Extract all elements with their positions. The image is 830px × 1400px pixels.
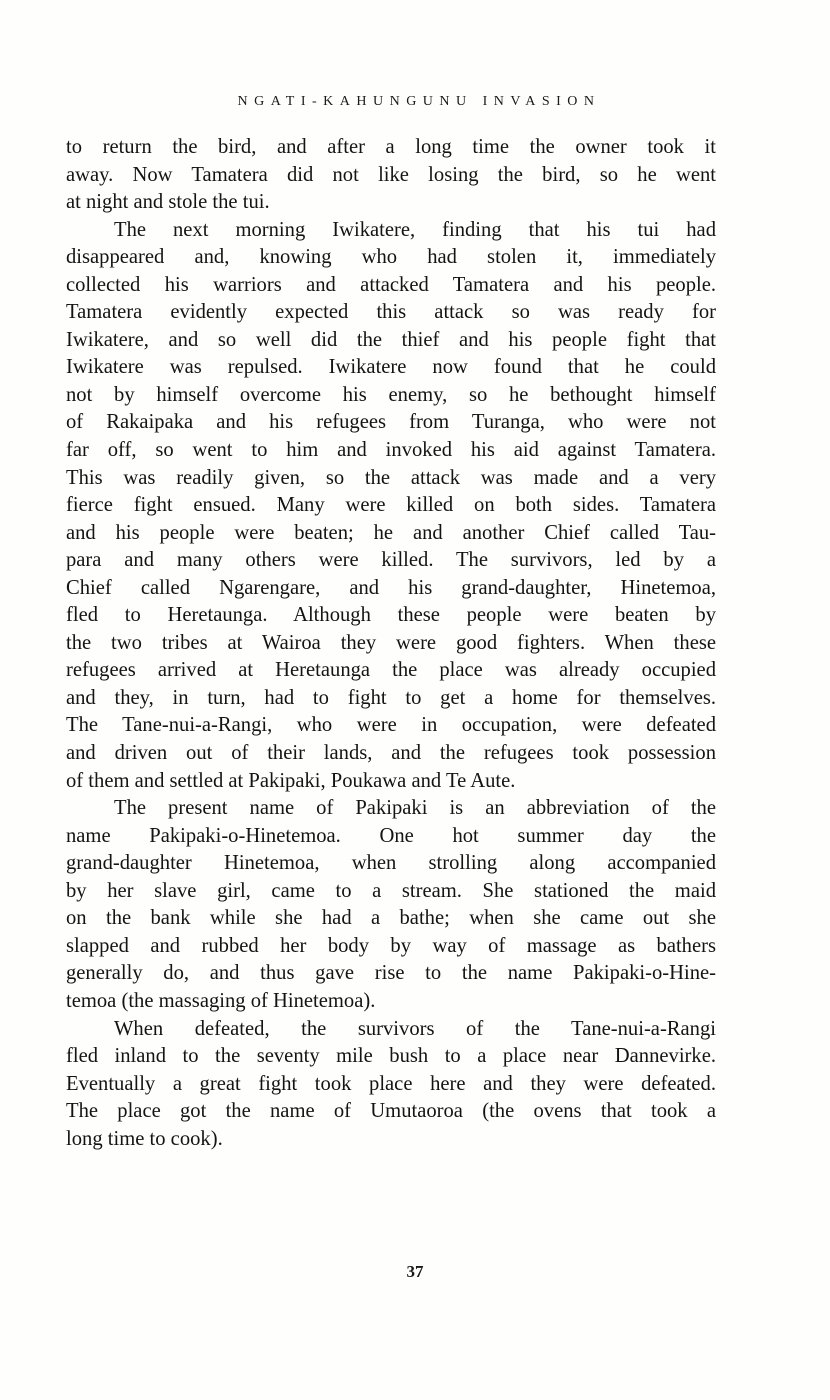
text-line: The next morning Iwikatere, finding that his tui had xyxy=(114,218,716,241)
text-line: slapped and rubbed her body by way of massage as bathers xyxy=(66,934,716,957)
running-head: NGATI-KAHUNGUNU INVASION xyxy=(237,94,601,109)
text-line: temoa (the massaging of Hinetemoa). xyxy=(66,989,376,1012)
text-line: collected his warriors and attacked Tamatera and his people. xyxy=(66,273,716,296)
text-line: This was readily given, so the attack was made and a very xyxy=(66,466,716,489)
text-line: fierce fight ensued. Many were killed on both sides. Tamatera xyxy=(66,494,716,517)
text-line: generally do, and thus gave rise to the name Pakipaki-o-Hine- xyxy=(66,962,716,985)
text-line: to return the bird, and after a long time the owner took it xyxy=(66,136,716,158)
text-line: and they, in turn, had to fight to get a home for themselves. xyxy=(66,686,716,709)
text-line: of them and settled at Pakipaki, Poukawa and Te Aute. xyxy=(66,769,516,792)
text-line: fled inland to the seventy mile bush to a place near Dannevirke. xyxy=(66,1045,716,1068)
text-line: fled to Heretaunga. Although these people were beaten by xyxy=(66,604,716,627)
text-line: Iwikatere, and so well did the thief and his people fight that xyxy=(66,328,716,351)
text-line: The Tane-nui-a-Rangi, who were in occupation, were defeated xyxy=(66,714,716,737)
text-line: Eventually a great fight took place here and they were defeated. xyxy=(66,1072,716,1095)
text-line: on the bank while she had a bathe; when she came out she xyxy=(66,907,716,930)
text-line: Chief called Ngarengare, and his grand-daughter, Hinetemoa, xyxy=(66,576,716,599)
text-line: not by himself overcome his enemy, so he bethought himself xyxy=(66,383,716,406)
text-line: When defeated, the survivors of the Tane-nui-a-Rangi xyxy=(114,1017,716,1040)
text-line: at night and stole the tui. xyxy=(66,191,270,214)
text-line: The place got the name of Umutaoroa (the ovens that took a xyxy=(66,1100,716,1123)
text-line: Tamatera evidently expected this attack so was ready for xyxy=(66,301,716,324)
text-line: of Rakaipaka and his refugees from Turanga, who were not xyxy=(66,411,716,434)
text-line: para and many others were killed. The survivors, led by a xyxy=(66,549,716,572)
text-line: away. Now Tamatera did not like losing the bird, so he went xyxy=(66,163,716,186)
text-line: Iwikatere was repulsed. Iwikatere now found that he could xyxy=(66,356,716,379)
text-line: and driven out of their lands, and the refugees took possession xyxy=(66,742,716,765)
body-text xyxy=(66,134,716,1153)
text-line: far off, so went to him and invoked his aid against Tamatera. xyxy=(66,439,716,462)
text-line: by her slave girl, came to a stream. She stationed the maid xyxy=(66,879,716,902)
text-line: disappeared and, knowing who had stolen it, immediately xyxy=(66,246,716,269)
text-line: refugees arrived at Heretaunga the place was already occupied xyxy=(66,659,716,682)
text-line: grand-daughter Hinetemoa, when strolling along accompanied xyxy=(66,852,716,875)
text-line: name Pakipaki-o-Hinetemoa. One hot summer day the xyxy=(66,824,716,847)
text-line: The present name of Pakipaki is an abbreviation of the xyxy=(114,797,716,820)
text-line: long time to cook). xyxy=(66,1127,223,1150)
text-line: the two tribes at Wairoa they were good fighters. When these xyxy=(66,631,716,654)
text-line: and his people were beaten; he and another Chief called Tau- xyxy=(66,521,716,544)
page-number: 37 xyxy=(406,1262,424,1281)
